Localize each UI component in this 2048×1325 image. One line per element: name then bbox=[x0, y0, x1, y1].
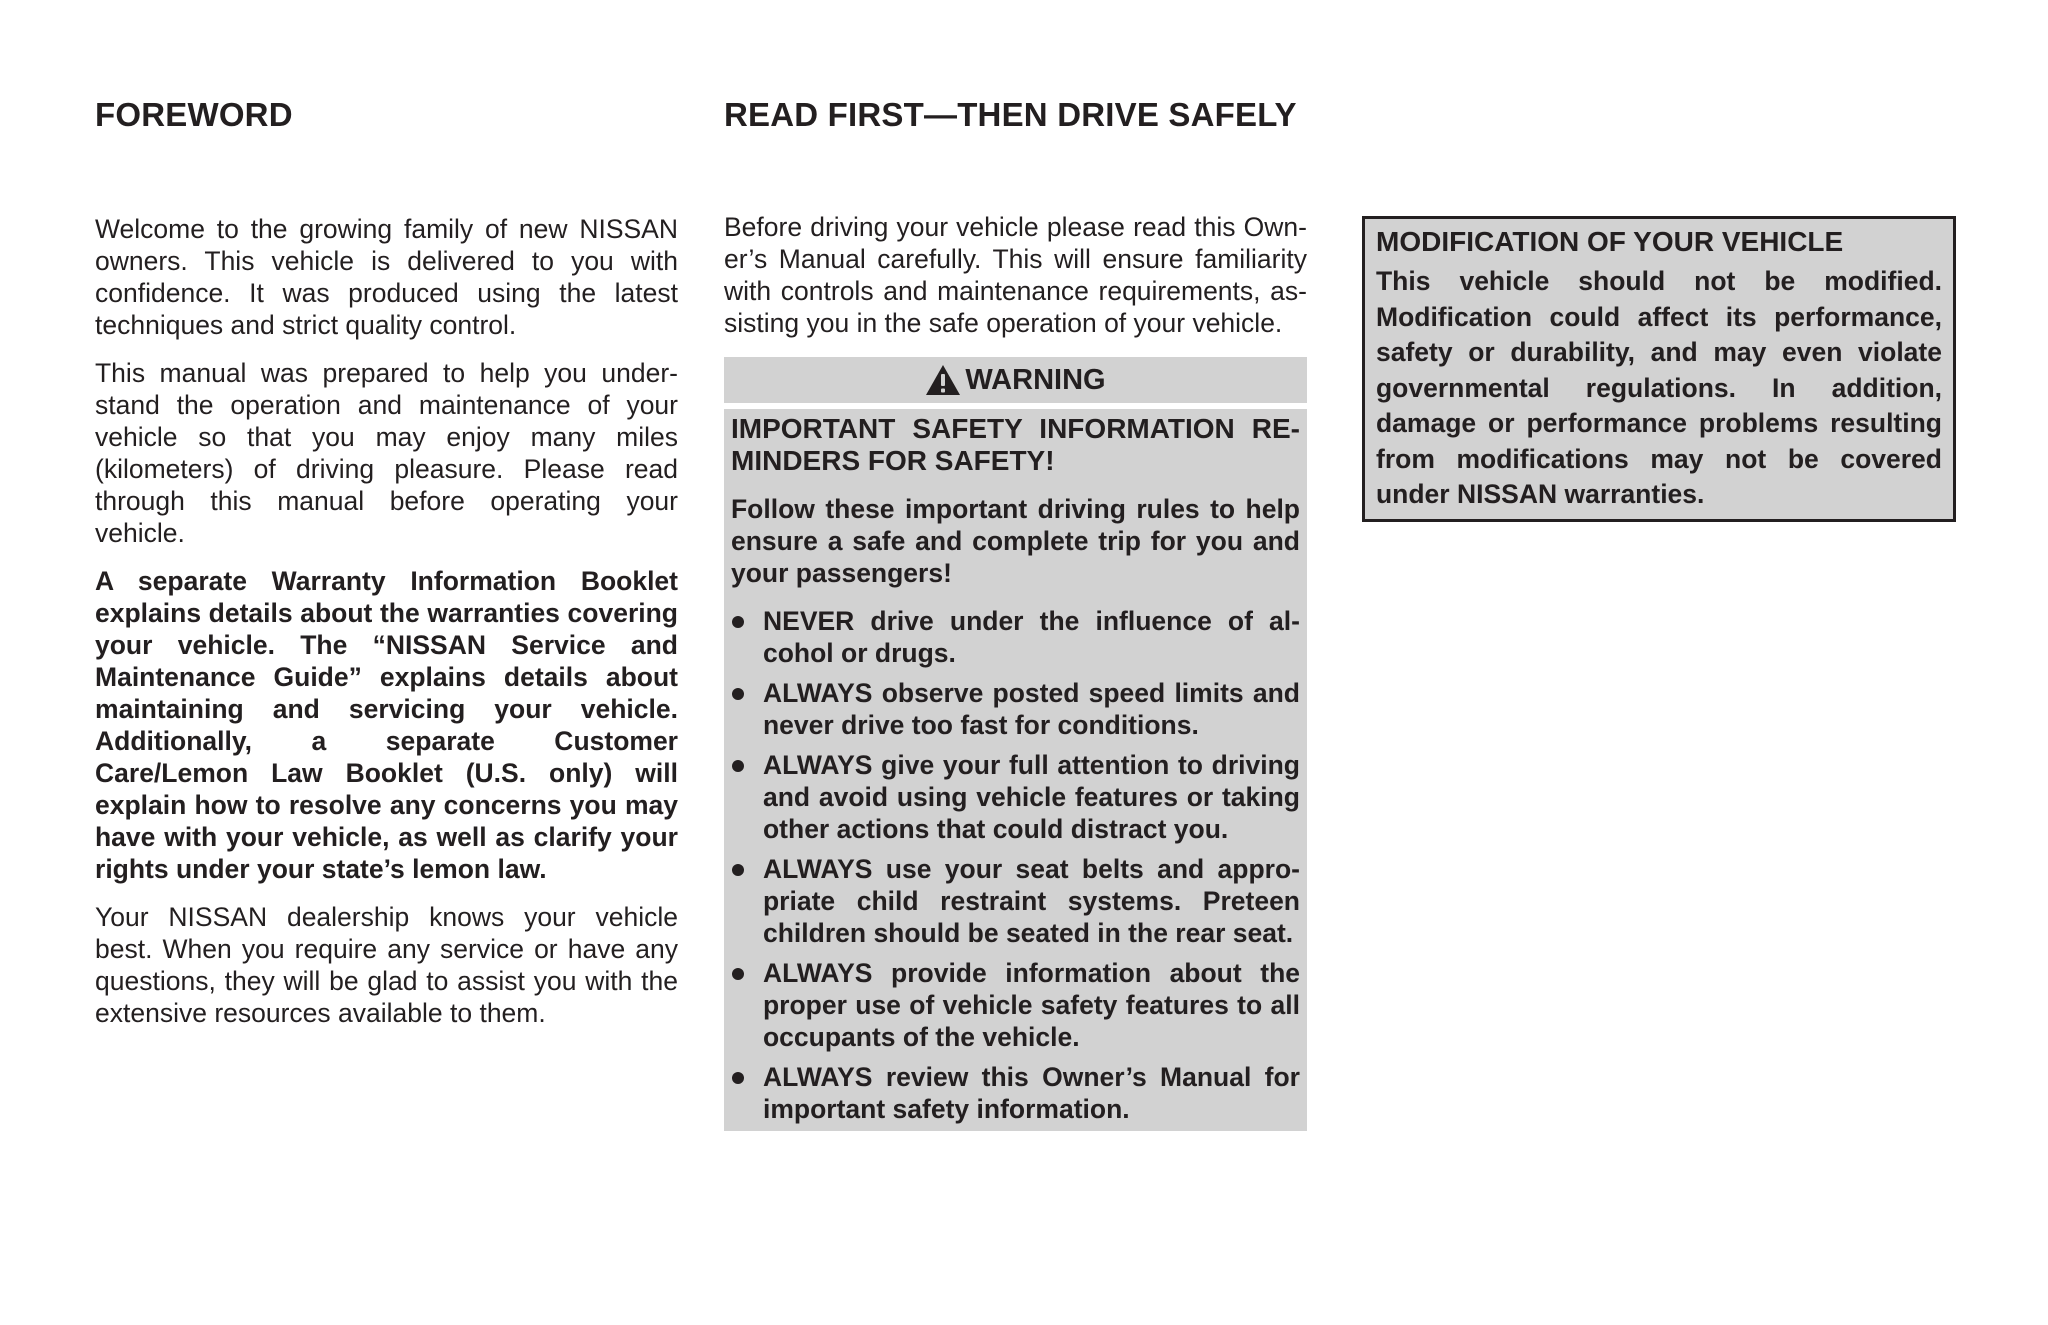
safety-rule-text: ALWAYS use your seat belts and appropriate child restraint systems. Preteen children should be seated in the rear seat. bbox=[763, 854, 1300, 948]
read-first-column bbox=[724, 211, 1307, 1131]
warning-intro: Follow these important driving rules to help ensure a safe and complete trip for you and your passengers! bbox=[731, 494, 1300, 588]
bullet-icon bbox=[732, 864, 744, 876]
bullet-icon bbox=[732, 760, 744, 772]
foreword-paragraph-welcome: Welcome to the growing family of new NISSAN owners. This vehicle is delivered to you with confidence. It was produced using the latest techniques and strict quality control. bbox=[95, 214, 678, 340]
foreword-column bbox=[95, 213, 678, 1045]
safety-rule-text: ALWAYS provide information about the proper use of vehicle safety features to all occupants of the vehicle. bbox=[763, 958, 1300, 1052]
safety-rule-text: ALWAYS observe posted speed limits and never drive too fast for conditions. bbox=[763, 678, 1300, 740]
safety-rule bbox=[731, 1061, 1300, 1125]
modification-box bbox=[1362, 216, 1956, 522]
warning-header bbox=[724, 357, 1307, 403]
safety-rule-text: ALWAYS review this Owner’s Manual for important safety information. bbox=[763, 1062, 1300, 1124]
safety-rule-text: NEVER drive under the influence of alcohol or drugs. bbox=[763, 606, 1300, 668]
safety-rule-text: ALWAYS give your full attention to driving and avoid using vehicle features or taking other actions that could distract you. bbox=[763, 750, 1300, 844]
modification-title: MODIFICATION OF YOUR VEHICLE bbox=[1376, 226, 1844, 257]
warning-title: IMPORTANT SAFETY INFORMATION REMINDERS FOR SAFETY! bbox=[731, 413, 1300, 476]
bullet-icon bbox=[732, 616, 744, 628]
bullet-icon bbox=[732, 968, 744, 980]
foreword-paragraph-warranty: A separate Warranty Information Booklet explains details about the warranties covering your vehicle. The “NISSAN Service and Maintenance Guide” explains details about maintaining and servicing your vehicle. Additionally, a separate Customer Care/Lemon Law Booklet (U.S. only) will explain how to resolve any concerns you may have with your vehicle, as well as clarify your rights under your state’s lemon law. bbox=[95, 566, 678, 884]
safety-rules-list bbox=[731, 605, 1300, 1125]
warning-triangle-icon bbox=[925, 364, 961, 396]
bullet-icon bbox=[732, 1072, 744, 1084]
safety-rule bbox=[731, 749, 1300, 845]
safety-rule bbox=[731, 605, 1300, 669]
read-first-intro: Before driving your vehicle please read this Owner’s Manual carefully. This will ensure familiarity with controls and maintenance requirements, assisting you in the safe operation of your vehicle. bbox=[724, 212, 1307, 338]
foreword-paragraph-dealership: Your NISSAN dealership knows your vehicle best. When you require any service or have any questions, they will be glad to assist you with the extensive resources available to them. bbox=[95, 902, 678, 1028]
warning-box bbox=[724, 409, 1307, 1131]
safety-rule bbox=[731, 957, 1300, 1053]
bullet-icon bbox=[732, 688, 744, 700]
foreword-paragraph-manual: This manual was prepared to help you understand the operation and maintenance of your vehicle so that you may enjoy many miles (kilometers) of driving pleasure. Please read through this manual before operating your vehicle. bbox=[95, 358, 678, 548]
foreword-heading: FOREWORD bbox=[95, 96, 293, 133]
read-first-heading: READ FIRST—THEN DRIVE SAFELY bbox=[724, 96, 1297, 133]
modification-text: This vehicle should not be modified. Modification could affect its performance, safety or durability, and may even violate governmental regulations. In addition, damage or performance problems resulting from modifications may not be covered under NISSAN warranties. bbox=[1376, 266, 1942, 509]
safety-rule bbox=[731, 853, 1300, 949]
warning-label: WARNING bbox=[965, 364, 1106, 396]
safety-rule bbox=[731, 677, 1300, 741]
